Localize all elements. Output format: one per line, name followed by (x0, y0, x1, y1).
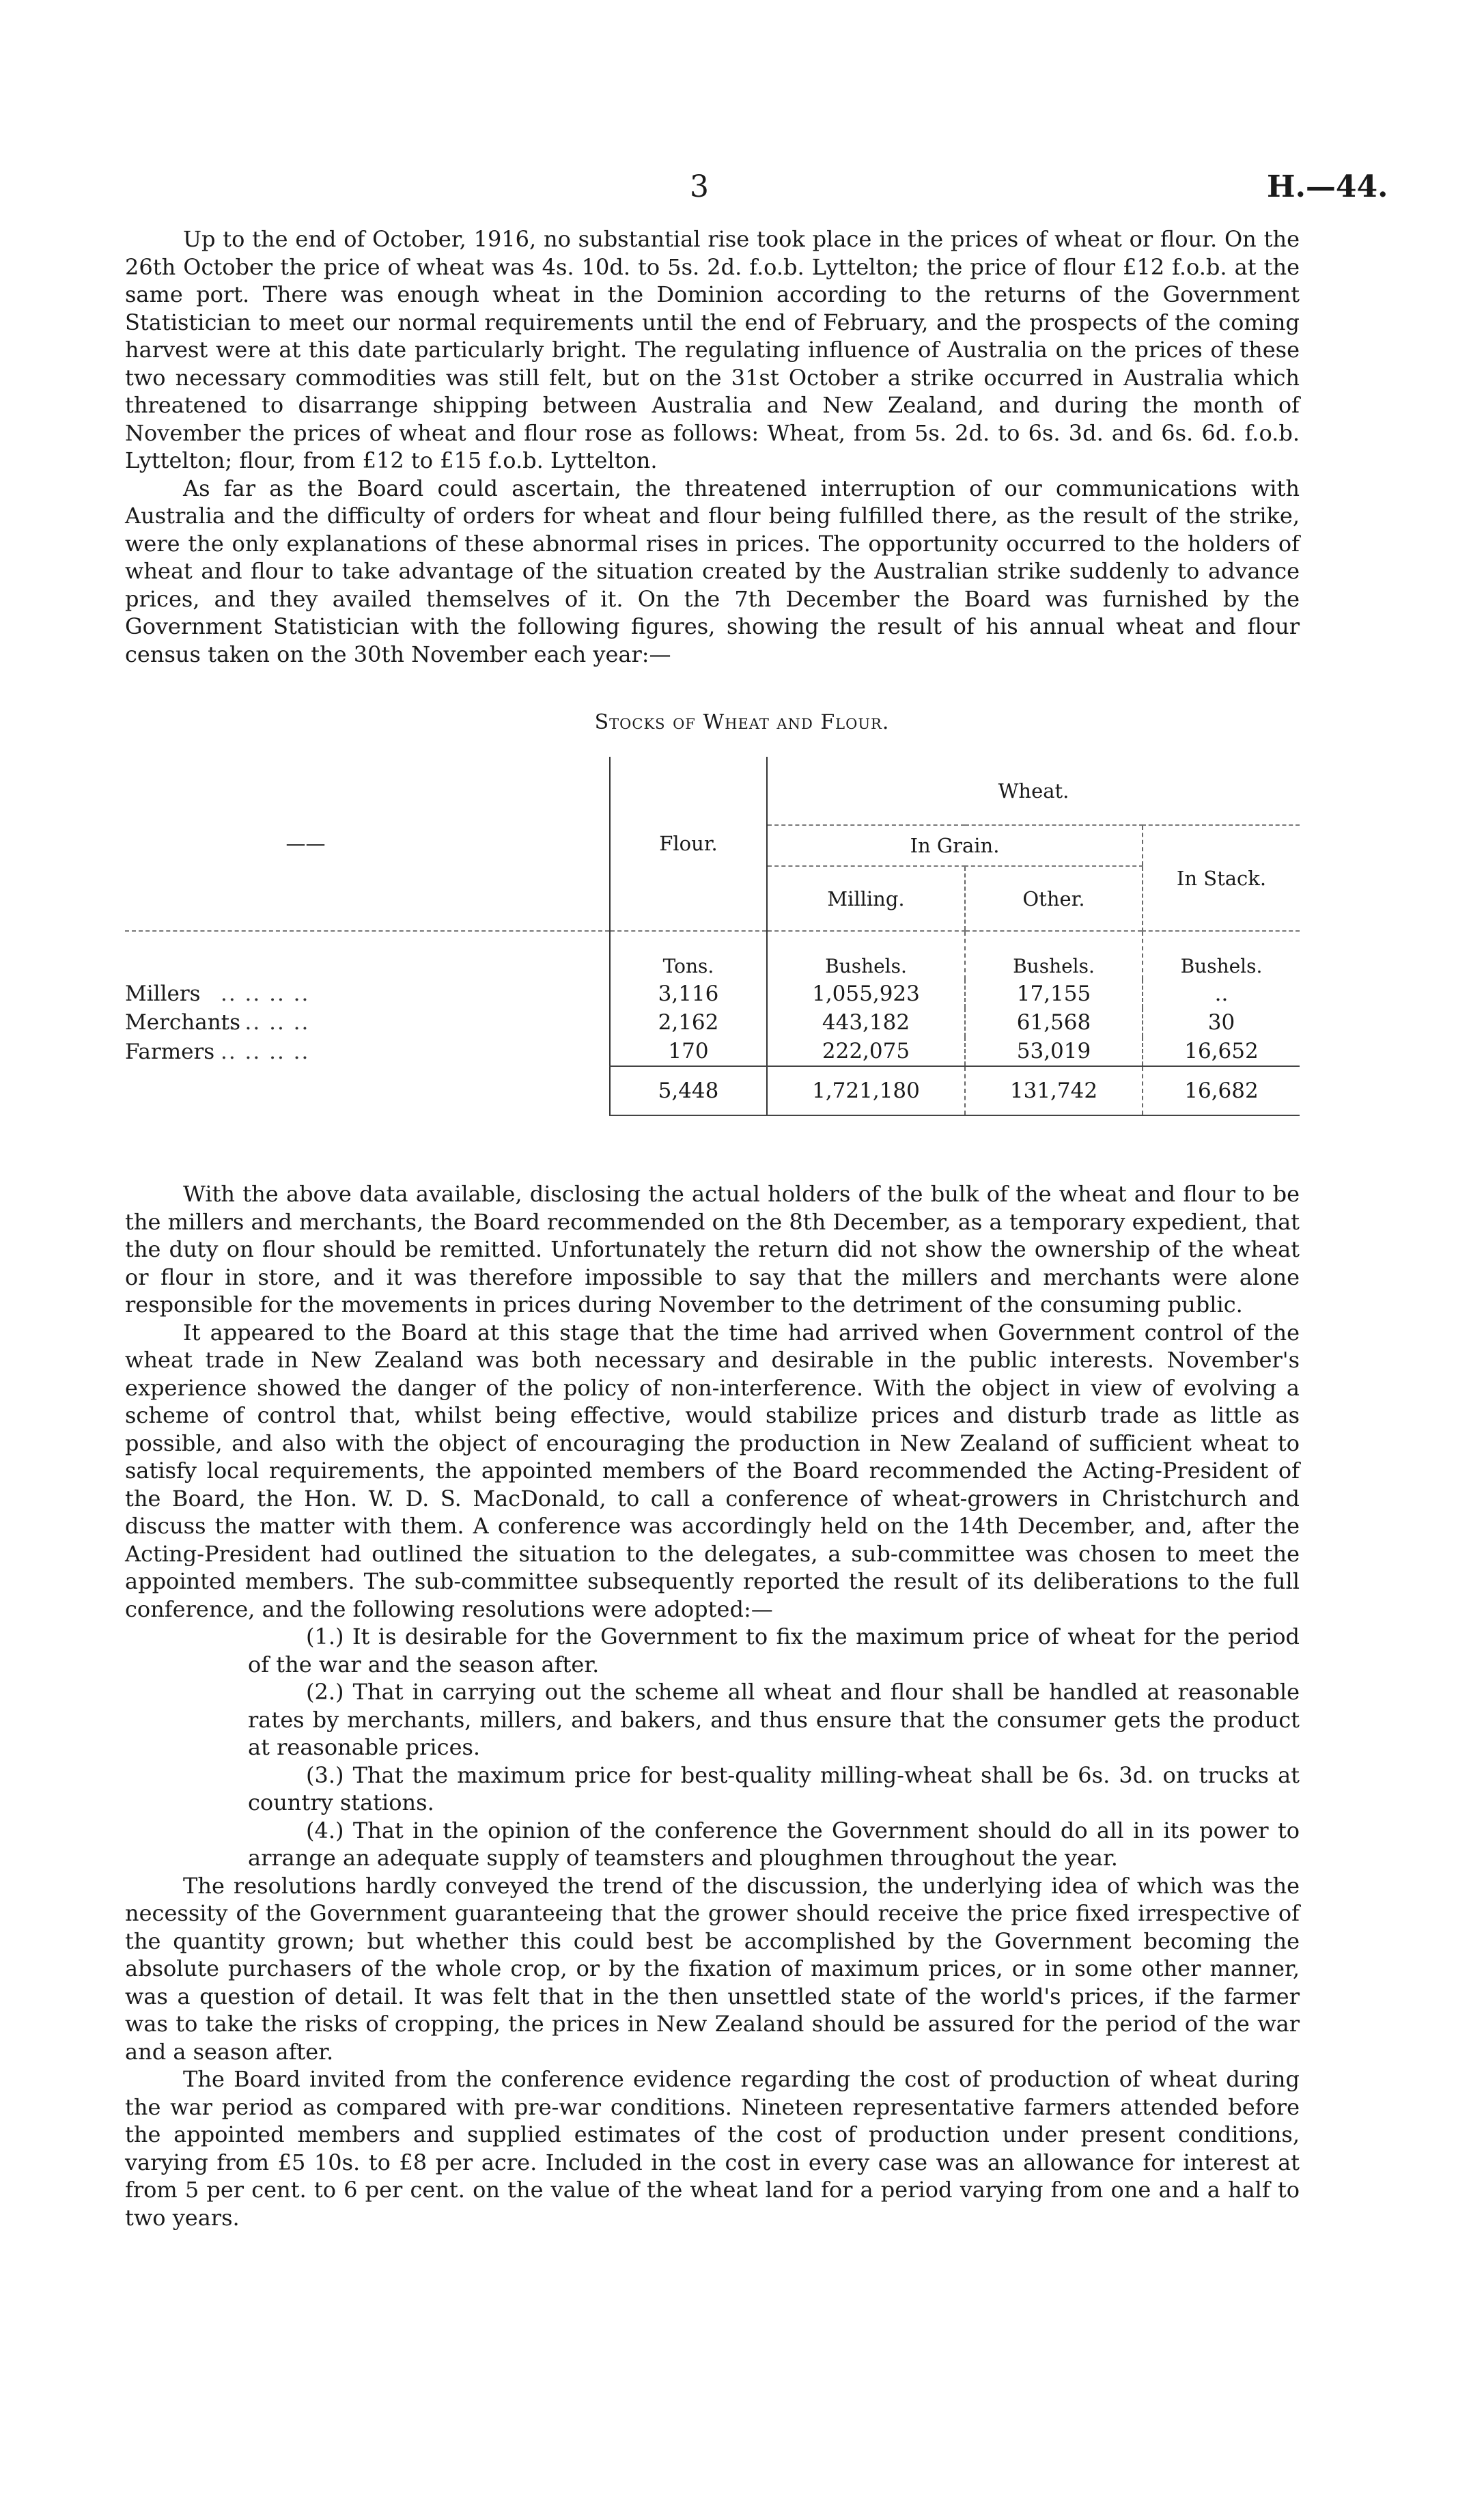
milling-header: Milling. (767, 866, 965, 931)
resolution: (3.) That the maximum price for best-quality milling-wheat shall be 6s. 3d. on trucks at country stations. (248, 1761, 1300, 1815)
other-total: 131,742 (965, 1066, 1143, 1115)
milling-total: 1,721,180 (767, 1066, 965, 1115)
leader-dots: .. .. .. .. (221, 1010, 310, 1035)
paragraph: The resolutions hardly conveyed the trend of the discussion, the underlying idea of which was the necessity of the Government guaranteeing that the grower should receive the price fixed irrespective of the quantity grown; but whether this could best be accomplished by the Government becoming the absolute purchasers of the whole crop, or by the fixation of maximum prices, or in some other manner, was a question of detail. It was felt that in the then unsettled state of the world's prices, if the farmer was to take the risks of cropping, the prices in New Zealand should be assured for the period of the war and a season after. (125, 1872, 1300, 2065)
paragraph: As far as the Board could ascertain, the threatened interruption of our communications with Australia and the difficulty of orders for wheat and flour being fulfilled there, as the result of the strike, were the only explanations of these abnormal rises in prices. The opportunity occurred to the holders of wheat and flour to take advantage of the situation created by the Australian strike suddenly to advance prices, and they availed themselves of it. On the 7th December the Board was furnished by the Government Statistician with the following figures, showing the result of his annual wheat and flour census taken on the 30th November each year:— (125, 475, 1300, 667)
paragraph: With the above data available, disclosing the actual holders of the bulk of the wheat and flour to be the millers and merchants, the Board recommended on the 8th December, as a temporary expedient, that the duty on flour should be remitted. Unfortunately the return did not show the ownership of the wheat or flour in store, and it was therefore impossible to say that the millers and merchants were alone responsible for the movements in prices during November to the detriment of the consuming public. (125, 1181, 1300, 1318)
table-row (125, 1037, 1300, 1066)
row-label: Farmers (125, 1039, 215, 1064)
paragraph: The Board invited from the conference evidence regarding the cost of production of wheat during the war period as compared with pre-war conditions. Nineteen representative farmers attended before the appointed members and supplied estimates of the cost of production under present conditions, varying from £5 10s. to £8 per acre. Included in the cost in every case was an allowance for interest at from 5 per cent. to 6 per cent. on the value of the wheat land for a period varying from one and a half to two years. (125, 2066, 1300, 2231)
in-grain-header: In Grain. (767, 825, 1143, 866)
in-stack-cell: 30 (1143, 1008, 1300, 1037)
other-cell: 53,019 (965, 1037, 1143, 1066)
other-header: Other. (965, 866, 1143, 931)
flour-cell: 2,162 (610, 1008, 767, 1037)
table-caption: Stocks of Wheat and Flour. (594, 710, 890, 734)
milling-cell: 222,075 (767, 1037, 965, 1066)
in-stack-unit: Bushels. (1143, 931, 1300, 979)
leader-dots: .. .. .. .. (221, 1039, 310, 1064)
totals-row (125, 1066, 1300, 1115)
stub-header: —— (125, 757, 610, 931)
flour-unit: Tons. (610, 931, 767, 979)
paragraph: It appeared to the Board at this stage that the time had arrived when Government control of the wheat trade in New Zealand was both necessary and desirable in the public interests. November's experience showed the danger of the policy of non-interference. With the object in view of evolving a scheme of control that, whilst being effective, would stabilize prices and disturb trade as little as possible, and also with the object of encouraging the production in New Zealand of sufficient wheat to satisfy local requirements, the appointed members of the Board recommended the Acting-President of the Board, the Hon. W. D. S. MacDonald, to call a conference of wheat-growers in Christchurch and discuss the matter with them. A conference was accordingly held on the 14th December, and, after the Acting-President had outlined the situation to the delegates, a sub-committee was chosen to meet the appointed members. The sub-committee subsequently reported the result of its deliberations to the full conference, and the following resolutions were adopted:— (125, 1319, 1300, 1622)
milling-cell: 443,182 (767, 1008, 965, 1037)
in-stack-header: In Stack. (1143, 825, 1300, 931)
flour-header: Flour. (610, 757, 767, 931)
resolution: (4.) That in the opinion of the conference the Government should do all in its power to arrange an adequate supply of teamsters and ploughmen throughout the year. (248, 1817, 1300, 1871)
in-stack-cell: .. (1143, 979, 1300, 1008)
body-text (125, 1180, 1300, 2231)
table-row (125, 979, 1300, 1008)
paragraph: Up to the end of October, 1916, no substantial rise took place in the prices of wheat or flour. On the 26th October the price of wheat was 4s. 10d. to 5s. 2d. f.o.b. Lyttelton; the price of flour £12 f.o.b. at the same port. There was enough wheat in the Dominion according to the returns of the Government Statistician to meet our normal requirements until the end of February, and the prospects of the coming harvest were at this date particularly bright. The regulating influence of Australia on the prices of these two necessary commodities was still felt, but on the 31st October a strike occurred in Australia which threatened to disarrange shipping between Australia and New Zealand, and during the month of November the prices of wheat and flour rose as follows: Wheat, from 5s. 2d. to 6s. 3d. and 6s. 6d. f.o.b. Lyttelton; flour, from £12 to £15 f.o.b. Lyttelton. (125, 226, 1300, 473)
other-cell: 17,155 (965, 979, 1143, 1008)
intro-text (125, 225, 1300, 668)
resolution: (1.) It is desirable for the Government to fix the maximum price of wheat for the period of the war and the season after. (248, 1624, 1300, 1677)
stocks-table (125, 757, 1300, 1116)
leader-dots: .. .. .. .. (221, 981, 310, 1006)
flour-cell: 170 (610, 1037, 767, 1066)
row-label: Merchants (125, 1010, 241, 1035)
other-cell: 61,568 (965, 1008, 1143, 1037)
resolution: (2.) That in carrying out the scheme all wheat and flour shall be handled at reasonable rates by merchants, millers, and bakers, and thus ensure that the consumer gets the product at reasonable prices. (248, 1679, 1300, 1760)
row-label: Millers (125, 981, 201, 1006)
document-reference: H.—44. (1267, 169, 1388, 204)
flour-total: 5,448 (610, 1066, 767, 1115)
in-stack-cell: 16,652 (1143, 1037, 1300, 1066)
wheat-header: Wheat. (767, 757, 1300, 825)
milling-unit: Bushels. (767, 931, 965, 979)
table-row (125, 1008, 1300, 1037)
other-unit: Bushels. (965, 931, 1143, 979)
in-stack-total: 16,682 (1143, 1066, 1300, 1115)
milling-cell: 1,055,923 (767, 979, 965, 1008)
page-number: 3 (690, 169, 709, 204)
flour-cell: 3,116 (610, 979, 767, 1008)
